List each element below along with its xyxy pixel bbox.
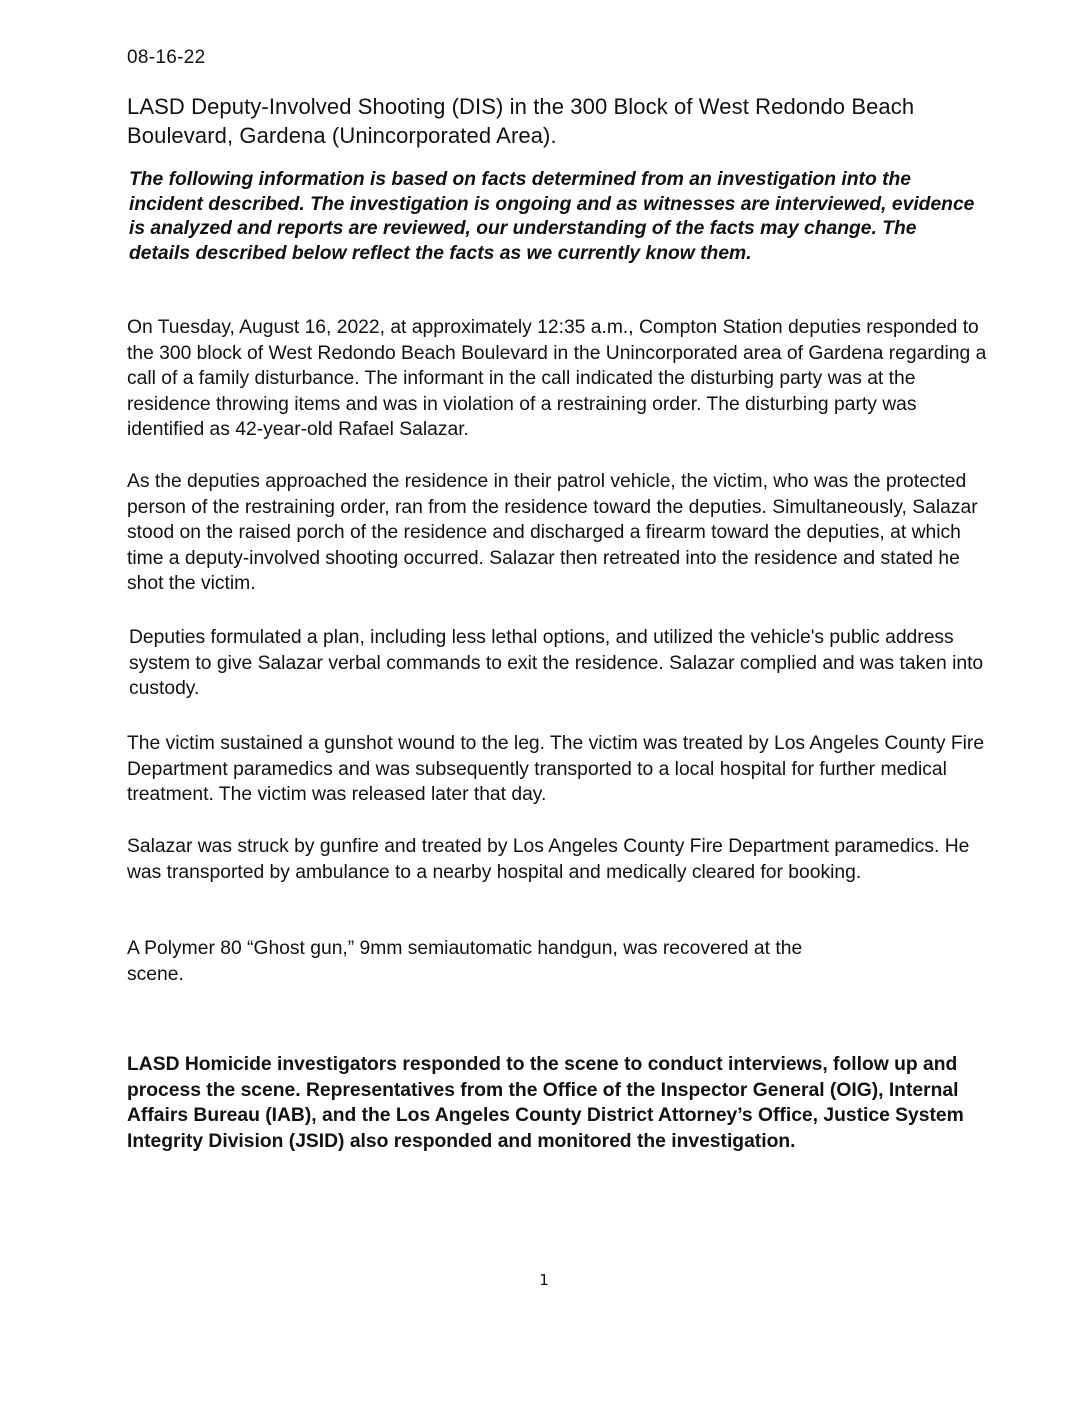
investigation-paragraph: LASD Homicide investigators responded to the scene to conduct interviews, follow up and process the scene. Representatives from the Office of the Inspector General (OIG), Internal Affairs Bureau (IAB), and the Los Angeles County District Attorney’s Office, Justice System Integrity Division (JSID) also responded and monitored the investigation. [127,1054,964,1152]
custody-paragraph: Deputies formulated a plan, including less lethal options, and utilized the vehicle's public address system to give Salazar verbal commands to exit the residence. Salazar complied and was taken into custody. [129,627,984,699]
disclaimer-paragraph: The following information is based on facts determined from an investigation into the incident described. The investigation is ongoing and as witnesses are interviewed, evidence is analyzed and reports are reviewed, our understanding of the facts may change. The details described below reflect the facts as we currently know them. [129,169,975,264]
victim-paragraph: The victim sustained a gunshot wound to the leg. The victim was treated by Los Angeles County Fire Department paramedics and was subsequently transported to a local hospital for further medical treatment. The victim was released later that day. [127,733,985,805]
document-title: LASD Deputy-Involved Shooting (DIS) in the 300 Block of West Redondo Beach Boulevard, Gardena (Unincorporated Area). [127,94,915,148]
document-date: 08-16-22 [127,47,206,68]
shooting-paragraph: As the deputies approached the residence in their patrol vehicle, the victim, who was the protected person of the restraining order, ran from the residence toward the deputies. Simultaneously, Salazar stood on the raised porch of the residence and discharged a firearm toward the deputies, at which time a deputy-involved shooting occurred. Salazar then retreated into the residence and stated he shot the victim. [127,471,978,594]
page-number: 1 [539,1271,549,1289]
suspect-medical-paragraph: Salazar was struck by gunfire and treated by Los Angeles County Fire Department paramedics. He was transported by ambulance to a nearby hospital and medically cleared for booking. [127,836,970,883]
weapon-paragraph: A Polymer 80 “Ghost gun,” 9mm semiautomatic handgun, was recovered at the scene. [127,938,803,985]
incident-paragraph: On Tuesday, August 16, 2022, at approximately 12:35 a.m., Compton Station deputies responded to the 300 block of West Redondo Beach Boulevard in the Unincorporated area of Gardena regarding a call of a family disturbance. The informant in the call indicated the disturbing party was at the residence throwing items and was in violation of a restraining order. The disturbing party was identified as 42-year-old Rafael Salazar. [127,317,987,440]
